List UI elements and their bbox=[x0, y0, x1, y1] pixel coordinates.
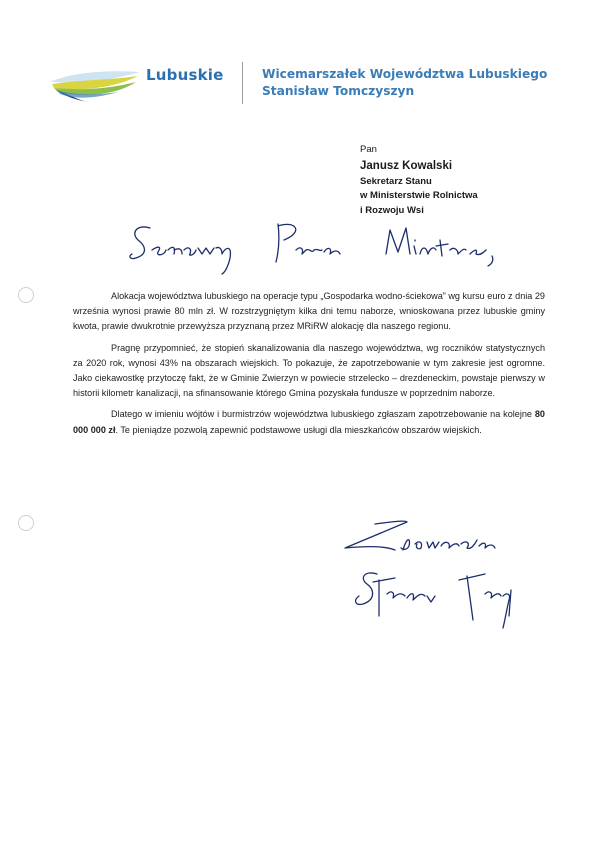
sender-title-line-1: Wicemarszałek Województwa Lubuskiego bbox=[262, 67, 548, 81]
header-divider bbox=[242, 62, 243, 104]
body-paragraph: Pragnę przypomnieć, że stopień skanalizowania dla naszego województwa, wg roczników statystycznych za 2020 rok, wynosi 43% na obszarach wiejskich. To pokazuje, że zapotrzebowanie w tym zakresie jest ogromne. Jako ciekawostkę przytoczę fakt, że w Gminie Zwierzyn w powiecie strzelecko – drezdeneckim, powstaje pierwszy w historii kilometr kanalizacji, na sfinansowanie którego Gmina pozyskała fundusze w poprzednim naborze. bbox=[73, 342, 545, 399]
body-paragraph: Alokacja województwa lubuskiego na operacje typu „Gospodarka wodno-ściekowa” wg kursu euro z dnia 29 września wynosi prawie 80 mln zł. W rozstrzygniętym kilka dni temu naborze, wnioskowana przez lubuskie gminy kwota, prawie dwukrotnie przewyższa przyznaną przez MRiRW alokację dla naszego regionu. bbox=[73, 291, 545, 332]
punch-hole bbox=[18, 515, 34, 531]
recipient-name: Janusz Kowalski bbox=[360, 159, 453, 172]
punch-hole bbox=[18, 287, 34, 303]
recipient-salutation: Pan bbox=[360, 144, 377, 155]
recipient-block bbox=[360, 143, 478, 218]
logo-text: Lubuskie bbox=[146, 66, 224, 84]
recipient-position-line: i Rozwoju Wsi bbox=[360, 204, 424, 216]
handwritten-signature bbox=[335, 520, 525, 630]
letter-body bbox=[73, 289, 545, 444]
lubuskie-logo-icon bbox=[48, 64, 142, 104]
body-paragraph-end: . Te pieniądze pozwolą zapewnić podstawowe usługi dla mieszkańców obszarów wiejskich. bbox=[115, 424, 482, 435]
body-paragraph-last bbox=[73, 407, 545, 437]
handwritten-greeting bbox=[128, 210, 508, 280]
sender-title bbox=[262, 66, 547, 100]
body-paragraph-start: Dlatego w imieniu wójtów i burmistrzów województwa lubuskiego zgłaszam zapotrzebowanie na kolejne bbox=[111, 409, 532, 420]
recipient-position-line: Sekretarz Stanu bbox=[360, 175, 432, 187]
recipient-position-line: w Ministerstwie Rolnictwa bbox=[360, 190, 478, 201]
requested-amount: 80 000 000 zł bbox=[73, 409, 545, 435]
sender-title-line-2: Stanisław Tomczyszyn bbox=[262, 84, 415, 98]
